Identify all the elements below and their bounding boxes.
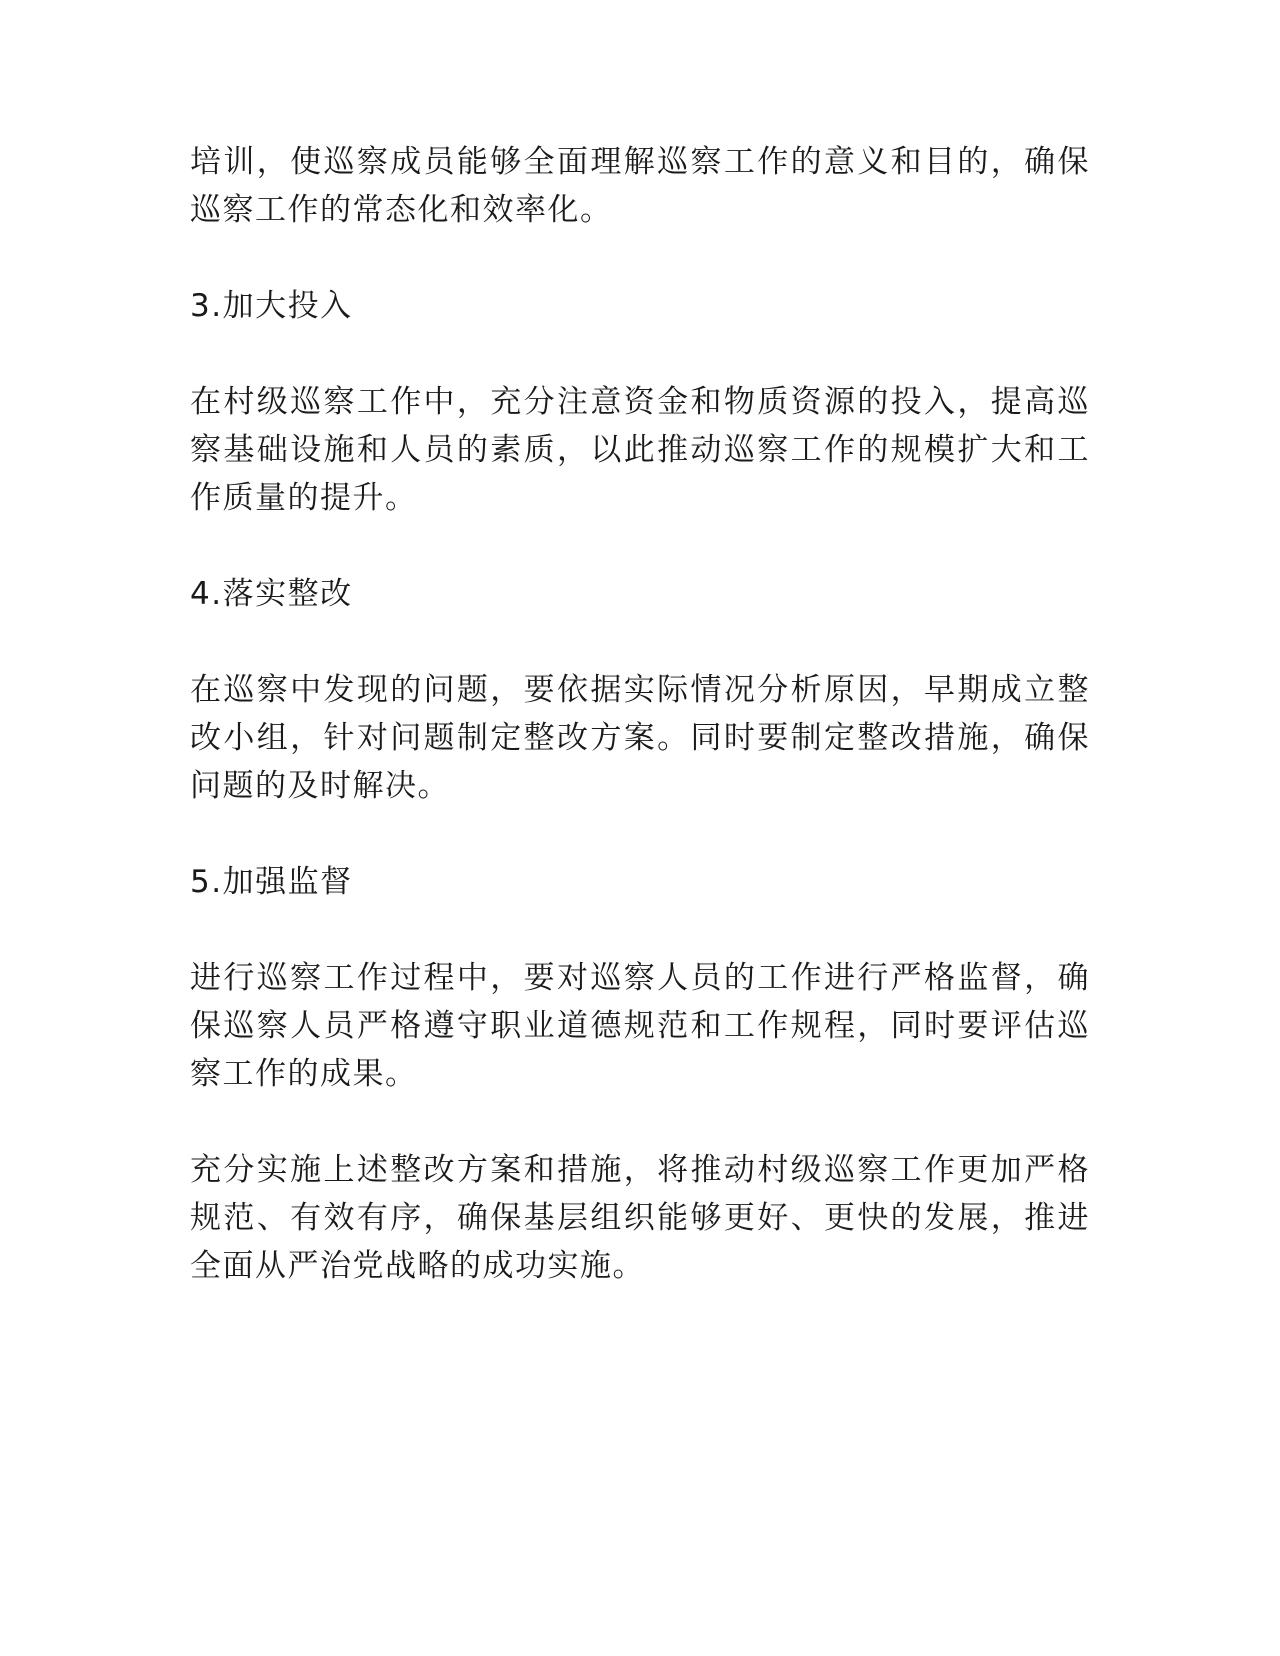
document-body	[190, 138, 1090, 1338]
paragraph-rectification: 在巡察中发现的问题，要依据实际情况分析原因，早期成立整改小组，针对问题制定整改方案。同时要制定整改措施，确保问题的及时解决。	[190, 672, 1090, 804]
section-heading-increase-investment: 3.加大投入	[190, 288, 353, 324]
section-heading-strengthen-supervision: 5.加强监督	[190, 864, 353, 900]
paragraph-investment: 在村级巡察工作中，充分注意资金和物质资源的投入，提高巡察基础设施和人员的素质，以此推动巡察工作的规模扩大和工作质量的提升。	[190, 384, 1090, 516]
paragraph-conclusion: 充分实施上述整改方案和措施，将推动村级巡察工作更加严格规范、有效有序，确保基层组织能够更好、更快的发展，推进全面从严治党战略的成功实施。	[190, 1152, 1090, 1284]
paragraph-supervision: 进行巡察工作过程中，要对巡察人员的工作进行严格监督，确保巡察人员严格遵守职业道德规范和工作规程，同时要评估巡察工作的成果。	[190, 960, 1090, 1092]
paragraph-training-intro: 培训，使巡察成员能够全面理解巡察工作的意义和目的，确保巡察工作的常态化和效率化。	[190, 144, 1090, 228]
section-heading-implement-rectification: 4.落实整改	[190, 576, 353, 612]
